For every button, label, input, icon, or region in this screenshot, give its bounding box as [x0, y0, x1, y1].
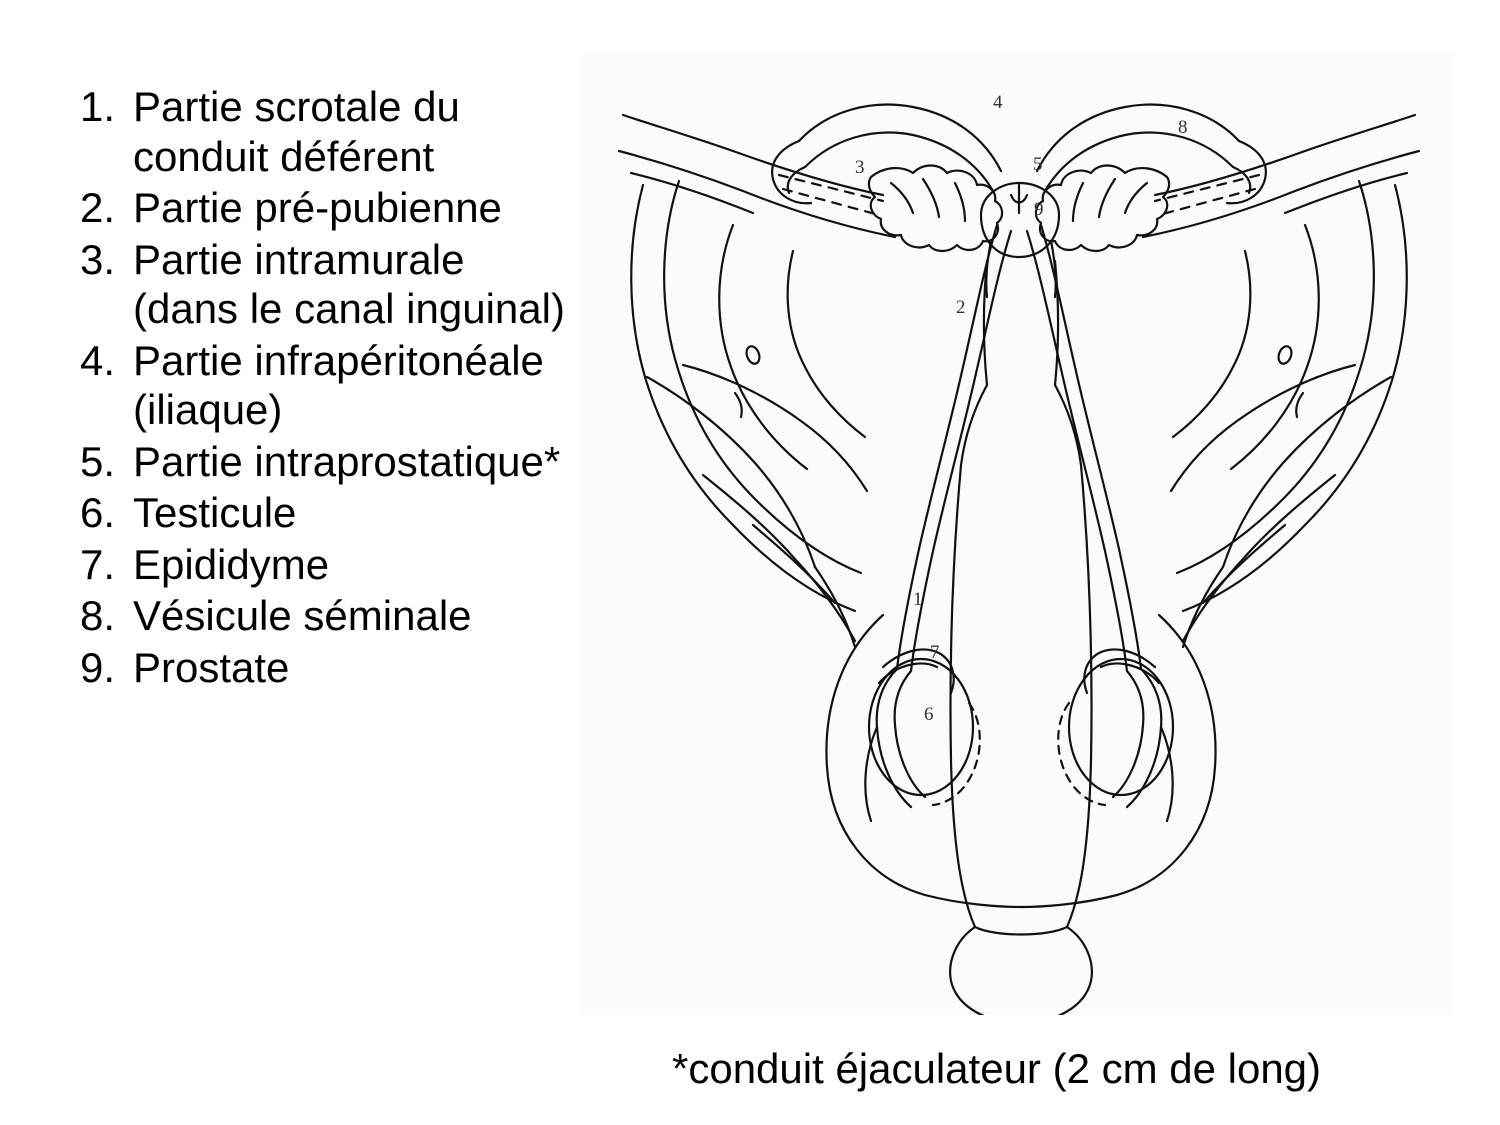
list-item-label: Prostate [133, 644, 290, 692]
list-item [55, 540, 565, 590]
list-item-label: Partie intramurale (dans le canal inguinal) [133, 235, 565, 333]
list-item [55, 488, 565, 538]
list-item-number: 1. [79, 83, 115, 130]
figure-callout-8: 8 [1178, 117, 1188, 138]
anatomy-diagram [583, 55, 1455, 1015]
figure-callout-5: 5 [1033, 154, 1043, 175]
figure-callout-2: 2 [956, 297, 966, 318]
list-item-label: Partie intraprostatique* [133, 437, 561, 485]
list-item [55, 336, 565, 435]
legend-list [55, 82, 565, 695]
list-item-label: Testicule [133, 489, 297, 537]
figure-callout-4: 4 [993, 92, 1003, 113]
figure-callout-3: 3 [855, 157, 865, 178]
list-item [55, 437, 565, 487]
list-item-number: 8. [79, 592, 115, 640]
list-item-label: Epididyme [133, 540, 330, 588]
list-item-label: Partie scrotale du conduit déférent [133, 83, 460, 180]
list-item [55, 591, 565, 641]
list-item-number: 5. [79, 437, 115, 485]
figure-callout-9: 9 [1034, 199, 1044, 220]
list-item-number: 4. [79, 336, 115, 384]
list-item-number: 9. [79, 644, 115, 692]
list-item-number: 7. [79, 540, 115, 588]
list-item-label: Partie infrapéritonéale (iliaque) [133, 336, 544, 434]
list-item [55, 235, 565, 334]
list-item-label: Partie pré-pubienne [133, 184, 502, 232]
list-item-number: 6. [79, 489, 115, 537]
anatomy-diagram-svg [583, 55, 1455, 1015]
anatomy-outlines [619, 105, 1419, 1015]
list-item-number: 2. [79, 184, 115, 232]
list-item [55, 183, 565, 233]
list-item [55, 643, 565, 693]
figure-callout-1: 1 [913, 589, 923, 610]
figure-callout-6: 6 [924, 704, 934, 725]
list-item-number: 3. [79, 235, 115, 283]
figure-callouts [855, 92, 1188, 725]
list-item [55, 82, 565, 181]
list-item-label: Vésicule séminale [133, 592, 472, 640]
footnote: *conduit éjaculateur (2 cm de long) [672, 1045, 1322, 1092]
figure-callout-7: 7 [930, 642, 940, 663]
